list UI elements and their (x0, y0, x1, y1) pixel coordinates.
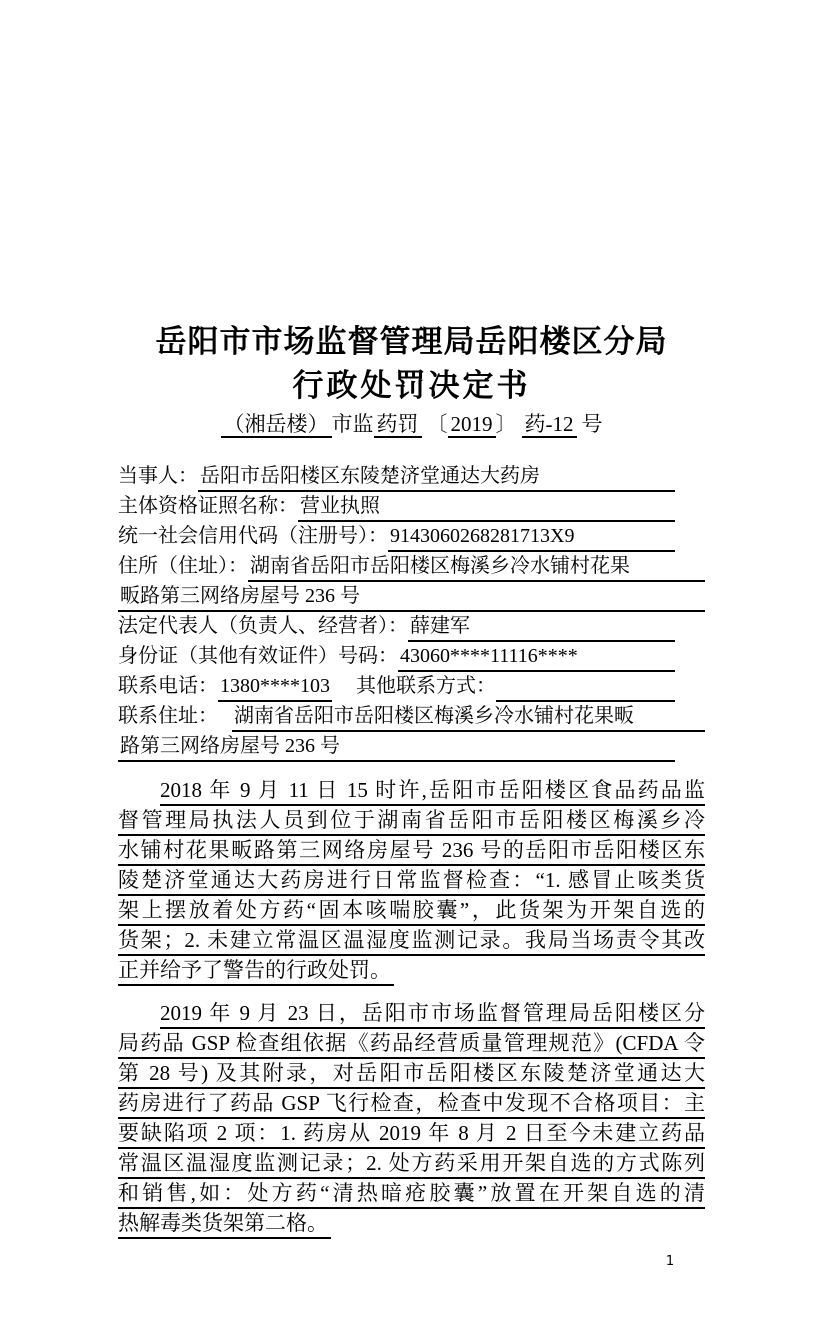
paragraph-line: 和销售,如：处方药“清热暗疮胶囊”放置在开架自选的清 (118, 1179, 705, 1209)
document-number (118, 410, 705, 438)
field-label: 身份证（其他有效证件）号码： (118, 645, 398, 667)
field-underline-fill (632, 552, 705, 582)
field-label: 主体资格证照名称： (118, 495, 298, 517)
field-underline-fill (636, 702, 705, 732)
field-label: 联系住址： (118, 705, 218, 727)
doc-number-year: 2019 (448, 412, 496, 438)
doc-number-issuer-code: （湘岳楼） (221, 412, 332, 438)
paragraph-inspection-2018 (118, 776, 705, 986)
document-title-type: 行政处罚决定书 (292, 368, 531, 403)
field-contact-address-line2 (118, 732, 675, 762)
field-value: 43060****11116**** (398, 642, 580, 672)
field-label: 住所（住址）： (118, 555, 248, 577)
field-value: 薛建军 (408, 612, 472, 642)
paragraph-line: 2019 年 9 月 23 日，岳阳市市场监督管理局岳阳楼区分 (160, 999, 705, 1029)
paragraph-line (118, 1209, 705, 1239)
field-license-type (118, 492, 675, 522)
field-underline-fill (342, 732, 675, 762)
field-legal-representative (118, 612, 675, 642)
field-id-number (118, 642, 675, 672)
field-underline-fill (362, 582, 705, 612)
paragraph-line: 2018 年 9 月 11 日 15 时许,岳阳市岳阳楼区食品药品监 (160, 776, 705, 806)
field-value: 岳阳市岳阳楼区东陵楚济堂通达大药房 (198, 462, 542, 492)
paragraph-line: 架上摆放着处方药“固本咳喘胶囊”，此货架为开架自选的 (118, 896, 705, 926)
field-label: 当事人： (118, 465, 198, 487)
field-gap (218, 702, 232, 732)
paragraph-line-text: 热解毒类货架第二格。 (118, 1209, 331, 1239)
field-value: 畈路第三网络房屋号 236 号 (118, 582, 362, 612)
field-value: 湖南省岳阳市岳阳楼区梅溪乡冷水铺村花果畈 (232, 702, 636, 732)
paragraph-line (118, 956, 705, 986)
field-label: 联系电话： (118, 675, 218, 697)
field-contact-address-line1 (118, 702, 705, 732)
page-number: 1 (665, 1254, 675, 1269)
field-value: 湖南省岳阳市岳阳楼区梅溪乡冷水铺村花果 (248, 552, 632, 582)
doc-number-suffix: 号 (581, 412, 603, 436)
field-value: 1380****103 (218, 672, 332, 702)
paragraph-line: 常温区温湿度监测记录；2. 处方药采用开架自选的方式陈列 (118, 1149, 705, 1179)
paragraph-line: 局药品 GSP 检查组依据《药品经营质量管理规范》(CFDA 令 (118, 1029, 705, 1059)
field-label: 法定代表人（负责人、经营者）： (118, 615, 408, 637)
field-value: 9143060268281713X9 (388, 522, 576, 552)
doc-number-category: 药罚 (374, 412, 422, 438)
field-underline-fill (500, 672, 675, 702)
field-party-name (118, 462, 675, 492)
doc-number-agency: 市监 (331, 412, 374, 436)
paragraph-line: 水铺村花果畈路第三网络房屋号 236 号的岳阳市岳阳楼区东 (118, 836, 705, 866)
doc-number-bracket-open: 〔 (426, 412, 448, 436)
paragraph-line: 药房进行了药品 GSP 飞行检查，检查中发现不合格项目：主 (118, 1089, 705, 1119)
field-address-line1 (118, 552, 705, 582)
paragraph-line-text: 正并给予了警告的行政处罚。 (118, 956, 394, 986)
field-phone (118, 672, 675, 702)
field-underline-fill (580, 642, 675, 672)
field-credit-code (118, 522, 675, 552)
field-value: 路第三网络房屋号 236 号 (118, 732, 342, 762)
paragraph-line: 要缺陷项 2 项：1. 药房从 2019 年 8 月 2 日至今未建立药品 (118, 1119, 705, 1149)
paragraph-line: 陵楚济堂通达大药房进行日常监督检查：“1. 感冒止咳类货 (118, 866, 705, 896)
field-underline-fill (382, 492, 675, 522)
paragraph-line: 货架；2. 未建立常温区温湿度监测记录。我局当场责令其改 (118, 926, 705, 956)
paragraph-line: 第 28 号) 及其附录，对岳阳市岳阳楼区东陵楚济堂通达大 (118, 1059, 705, 1089)
field-underline-fill (576, 522, 675, 552)
document-content (118, 320, 705, 1239)
paragraph-gsp-inspection-2019 (118, 999, 705, 1239)
doc-number-bracket-close: 〕 (495, 412, 517, 436)
field-address-line2 (118, 582, 705, 612)
document-title-authority: 岳阳市市场监督管理局岳阳楼区分局 (155, 324, 668, 359)
paragraph-line: 督管理局执法人员到位于湖南省岳阳市岳阳楼区梅溪乡冷 (118, 806, 705, 836)
field-label-other-contact: 其他联系方式： (356, 675, 496, 697)
field-underline-fill (472, 612, 675, 642)
field-label: 统一社会信用代码（注册号）： (118, 525, 388, 547)
party-info-fields (118, 462, 705, 762)
doc-number-serial: 药-12 (522, 412, 577, 438)
field-underline-fill (542, 462, 675, 492)
field-value: 营业执照 (298, 492, 382, 522)
